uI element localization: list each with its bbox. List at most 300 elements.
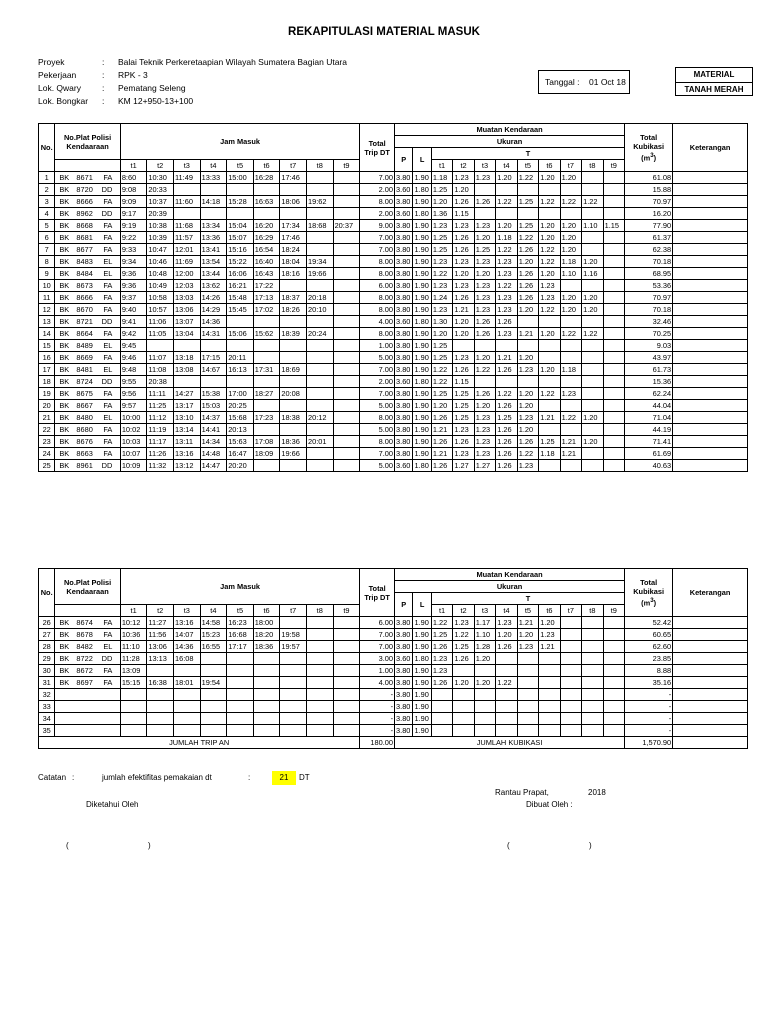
jam-cell: 9:41 [120, 316, 147, 328]
jam-cell: 11:57 [174, 232, 201, 244]
plat-suffix: DD [101, 184, 113, 194]
kubik-close: ) [653, 153, 657, 163]
jam-cell: 18:36 [253, 641, 280, 653]
jam-cell: 15:48 [227, 292, 254, 304]
jam-cell: 16:55 [200, 641, 227, 653]
tanggal-box [538, 70, 630, 94]
jam-cell: 11:56 [147, 629, 174, 641]
p-cell: 3.80 [395, 436, 413, 448]
ukuran-cell [603, 701, 625, 713]
jam-header-t3: t3 [174, 605, 201, 617]
p-cell: 3.80 [395, 280, 413, 292]
ukuran-cell: 1.23 [474, 256, 495, 268]
jam-cell [306, 184, 333, 196]
jam-cell [227, 665, 254, 677]
ukuran-cell [431, 725, 452, 737]
keterangan-cell [673, 316, 748, 328]
keterangan-cell [673, 208, 748, 220]
ukuran-cell: 1.20 [517, 400, 538, 412]
jam-cell: 11:10 [120, 641, 147, 653]
ukuran-cell: 1.23 [431, 665, 452, 677]
jam-cell: 17:00 [227, 388, 254, 400]
ukuran-cell [560, 689, 581, 701]
jam-header-t7: t7 [280, 605, 307, 617]
jam-header-t1: t1 [120, 605, 147, 617]
table-row [39, 641, 748, 653]
jam-cell [333, 412, 360, 424]
keterangan-cell [673, 376, 748, 388]
p-cell: 3.60 [395, 208, 413, 220]
plat-prefix: BK [59, 665, 70, 675]
jam-cell [333, 725, 360, 737]
ukuran-cell: 1.22 [431, 376, 452, 388]
jam-cell: 11:19 [147, 424, 174, 436]
ukuran-cell: 1.20 [560, 172, 581, 184]
jam-cell: 10:38 [147, 220, 174, 232]
jam-cell [333, 340, 360, 352]
year: 2018 [588, 788, 606, 797]
trip-cell: 8.00 [360, 256, 395, 268]
jam-cell: 16:63 [253, 196, 280, 208]
ukuran-cell [603, 641, 625, 653]
table-row [39, 713, 748, 725]
jam-cell [333, 268, 360, 280]
ukuran-cell [539, 653, 560, 665]
jam-cell [174, 665, 201, 677]
total-kubikasi-label: Total Kubikasi [633, 132, 665, 151]
jam-header-t9: t9 [333, 160, 360, 172]
jam-cell [227, 376, 254, 388]
l-cell: 1.90 [413, 232, 431, 244]
trip-cell: 5.00 [360, 352, 395, 364]
jam-cell: 20:10 [306, 304, 333, 316]
ukuran-cell: 1.21 [539, 641, 560, 653]
row-plat [55, 665, 120, 677]
header-no: No. [39, 124, 55, 172]
info-row-proyek [0, 57, 768, 68]
ukuran-cell: 1.10 [474, 629, 495, 641]
ukuran-cell: 1.26 [431, 677, 452, 689]
jam-cell: 10:03 [120, 436, 147, 448]
header-jam-masuk: Jam Masuk [120, 569, 359, 605]
row-no: 32 [39, 689, 55, 701]
kubikasi-cell: 52.42 [625, 617, 673, 629]
row-no: 8 [39, 256, 55, 268]
kubik-sup: 3 [650, 151, 654, 159]
jam-cell: 13:07 [174, 316, 201, 328]
ukuran-cell [603, 725, 625, 737]
ukuran-cell [560, 316, 581, 328]
jam-cell: 10:12 [120, 617, 147, 629]
tanggal-label: Tanggal : [545, 77, 580, 87]
jam-cell: 18:27 [253, 388, 280, 400]
jam-cell: 13:44 [200, 268, 227, 280]
jam-cell: 12:03 [174, 280, 201, 292]
ukuran-cell: 1.18 [496, 232, 517, 244]
ukuran-cell [539, 184, 560, 196]
row-plat [55, 436, 120, 448]
plat-prefix: BK [59, 400, 70, 410]
row-no: 1 [39, 172, 55, 184]
header-ukuran: Ukuran [395, 136, 625, 148]
jam-header-t1: t1 [120, 160, 147, 172]
l-cell: 1.90 [413, 268, 431, 280]
row-plat [55, 268, 120, 280]
jam-cell [200, 340, 227, 352]
jam-cell [306, 340, 333, 352]
ukuran-cell: 1.26 [517, 244, 538, 256]
jam-cell [306, 376, 333, 388]
trip-cell: 7.00 [360, 364, 395, 376]
ukuran-cell [474, 184, 495, 196]
ukuran-cell [582, 689, 603, 701]
table-row [39, 256, 748, 268]
table-row [39, 424, 748, 436]
jam-cell [147, 689, 174, 701]
jam-cell: 11:07 [147, 352, 174, 364]
table-row [39, 232, 748, 244]
ukuran-cell [517, 713, 538, 725]
ukuran-cell: 1.26 [453, 244, 474, 256]
jam-cell: 20:24 [306, 328, 333, 340]
table-row [39, 364, 748, 376]
p-cell: 3.80 [395, 268, 413, 280]
ukuran-cell: 1.23 [474, 448, 495, 460]
row-plat [55, 220, 120, 232]
jam-cell [227, 653, 254, 665]
info-row-lok-bongkar [0, 96, 768, 107]
plat-number: 8483 [76, 256, 93, 266]
row-plat [55, 713, 120, 725]
jam-cell: 20:20 [227, 460, 254, 472]
ukuran-cell [603, 316, 625, 328]
jam-cell [253, 184, 280, 196]
jam-cell: 13:18 [174, 352, 201, 364]
ukuran-cell: 1.22 [431, 617, 452, 629]
jam-cell: 9:40 [120, 304, 147, 316]
p-cell: 3.80 [395, 304, 413, 316]
ukuran-cell [560, 184, 581, 196]
row-no: 3 [39, 196, 55, 208]
jam-cell [306, 725, 333, 737]
jam-cell: 16:40 [253, 256, 280, 268]
jam-cell [280, 665, 307, 677]
plat-prefix: BK [59, 617, 70, 627]
jam-cell [227, 208, 254, 220]
info-colon: : [102, 96, 105, 106]
ukuran-cell: 1.22 [431, 268, 452, 280]
ukuran-cell: 1.26 [496, 641, 517, 653]
jam-cell: 17:23 [253, 412, 280, 424]
jam-cell: 20:08 [280, 388, 307, 400]
catatan-note: jumlah efektifitas pemakaian dt [102, 773, 212, 782]
jam-cell [253, 376, 280, 388]
info-colon: : [102, 70, 105, 80]
ukuran-cell: 1.25 [453, 641, 474, 653]
ukuran-cell [453, 701, 474, 713]
plat-prefix: BK [59, 436, 70, 446]
row-no: 20 [39, 400, 55, 412]
row-plat [55, 196, 120, 208]
jam-cell: 11:49 [174, 172, 201, 184]
ukuran-cell: 1.22 [582, 196, 603, 208]
table-row [39, 352, 748, 364]
ukuran-cell: 1.20 [474, 400, 495, 412]
jam-cell: 12:00 [174, 268, 201, 280]
row-plat [55, 292, 120, 304]
plat-number: 8668 [76, 220, 93, 230]
header-t: T [431, 148, 624, 160]
jam-cell: 18:04 [280, 256, 307, 268]
ukuran-cell: 1.26 [496, 460, 517, 472]
jam-cell [174, 184, 201, 196]
ukuran-cell: 1.20 [453, 184, 474, 196]
jam-cell: 19:62 [306, 196, 333, 208]
jam-cell: 11:05 [147, 328, 174, 340]
kubikasi-cell: 32.46 [625, 316, 673, 328]
row-plat [55, 256, 120, 268]
jam-cell: 17:08 [253, 436, 280, 448]
catatan-label: Catatan [38, 773, 67, 782]
jam-cell [253, 400, 280, 412]
ukuran-cell [582, 364, 603, 376]
jam-cell: 13:16 [174, 448, 201, 460]
jam-cell: 14:48 [200, 448, 227, 460]
row-no: 27 [39, 629, 55, 641]
jam-cell [227, 677, 254, 689]
signature-paren-open-right: ( [507, 841, 510, 850]
ukuran-cell [539, 352, 560, 364]
ukuran-cell [517, 376, 538, 388]
jam-cell: 15:07 [227, 232, 254, 244]
jam-cell: 16:23 [227, 617, 254, 629]
jam-cell [227, 689, 254, 701]
ukuran-cell [603, 436, 625, 448]
ukuran-cell [560, 460, 581, 472]
l-cell: 1.90 [413, 677, 431, 689]
l-cell: 1.90 [413, 713, 431, 725]
ukuran-cell: 1.25 [517, 196, 538, 208]
trip-cell: 8.00 [360, 412, 395, 424]
plat-prefix: BK [59, 364, 70, 374]
ukuran-cell: 1.20 [517, 629, 538, 641]
plat-prefix: BK [59, 677, 70, 687]
ukuran-cell [582, 448, 603, 460]
plat-number: 8482 [76, 641, 93, 651]
ukuran-cell [453, 340, 474, 352]
jam-cell [333, 677, 360, 689]
plat-number: 8676 [76, 436, 93, 446]
jam-cell: 19:57 [280, 641, 307, 653]
ukuran-cell: 1.20 [560, 232, 581, 244]
ukuran-cell: 1.20 [496, 220, 517, 232]
ukuran-cell [560, 208, 581, 220]
jam-header-t4: t4 [200, 605, 227, 617]
jam-cell: 17:02 [253, 304, 280, 316]
p-cell: 3.80 [395, 617, 413, 629]
ukuran-cell [539, 400, 560, 412]
jam-cell: 15:38 [200, 388, 227, 400]
jam-cell: 15:23 [200, 629, 227, 641]
ukuran-header-t1: t1 [431, 605, 452, 617]
ukuran-cell [603, 400, 625, 412]
signature-paren-close-right: ) [589, 841, 592, 850]
ukuran-cell [603, 196, 625, 208]
table-row [39, 208, 748, 220]
ukuran-cell: 1.26 [431, 436, 452, 448]
ukuran-cell: 1.23 [453, 280, 474, 292]
ukuran-cell [560, 280, 581, 292]
plat-number: 8962 [76, 208, 93, 218]
kubikasi-cell: 44.04 [625, 400, 673, 412]
jam-cell [333, 665, 360, 677]
material-box [675, 67, 753, 96]
ukuran-cell: 1.17 [474, 617, 495, 629]
row-plat [55, 328, 120, 340]
kubikasi-cell: 15.88 [625, 184, 673, 196]
keterangan-cell [673, 436, 748, 448]
plat-prefix: BK [59, 208, 70, 218]
ukuran-cell [582, 629, 603, 641]
header-plat: No.Plat Polisi Kendaaraan [55, 569, 120, 605]
ukuran-cell: 1.20 [496, 629, 517, 641]
jam-cell [333, 196, 360, 208]
keterangan-cell [673, 184, 748, 196]
jam-cell [253, 208, 280, 220]
row-no: 25 [39, 460, 55, 472]
jam-cell: 14:47 [200, 460, 227, 472]
ukuran-cell: 1.25 [453, 412, 474, 424]
trip-cell: 1.00 [360, 340, 395, 352]
trip-cell: - [360, 701, 395, 713]
ukuran-cell: 1.23 [431, 304, 452, 316]
jam-cell: 16:28 [253, 172, 280, 184]
jam-cell [333, 172, 360, 184]
jam-cell: 18:26 [280, 304, 307, 316]
ukuran-cell [560, 713, 581, 725]
ukuran-cell: 1.26 [453, 436, 474, 448]
ukuran-cell [603, 280, 625, 292]
plat-suffix: FA [103, 665, 113, 675]
jam-cell [147, 665, 174, 677]
jam-cell [306, 316, 333, 328]
ukuran-cell [603, 208, 625, 220]
ukuran-cell [474, 665, 495, 677]
jam-cell: 14:27 [174, 388, 201, 400]
ukuran-cell: 1.25 [431, 340, 452, 352]
jam-cell: 13:14 [174, 424, 201, 436]
ukuran-cell: 1.25 [431, 244, 452, 256]
ukuran-cell: 1.23 [496, 292, 517, 304]
jam-cell [333, 364, 360, 376]
ukuran-cell [560, 701, 581, 713]
row-no: 33 [39, 701, 55, 713]
ukuran-cell [517, 701, 538, 713]
ukuran-cell: 1.22 [453, 629, 474, 641]
ukuran-cell: 1.22 [496, 280, 517, 292]
jam-header-t5: t5 [227, 605, 254, 617]
ukuran-cell: 1.20 [560, 244, 581, 256]
kubikasi-cell: 53.36 [625, 280, 673, 292]
ukuran-cell [431, 701, 452, 713]
catatan-colon: : [72, 773, 75, 782]
table-row [39, 436, 748, 448]
ukuran-cell: 1.27 [474, 460, 495, 472]
row-no: 6 [39, 232, 55, 244]
plat-prefix: BK [59, 448, 70, 458]
ukuran-cell: 1.20 [517, 304, 538, 316]
ukuran-cell: 1.23 [517, 364, 538, 376]
l-cell: 1.90 [413, 196, 431, 208]
trip-cell: 8.00 [360, 196, 395, 208]
l-cell: 1.90 [413, 304, 431, 316]
keterangan-cell [673, 172, 748, 184]
info-label: Lok. Bongkar [38, 96, 89, 106]
header-keterangan: Keterangan [673, 569, 748, 617]
header-t: T [431, 593, 624, 605]
header-l: L [413, 593, 431, 617]
plat-number: 8722 [76, 653, 93, 663]
jam-cell: 18:39 [280, 328, 307, 340]
ukuran-cell: 1.22 [496, 677, 517, 689]
ukuran-cell [431, 689, 452, 701]
jam-header-t9: t9 [333, 605, 360, 617]
row-no: 19 [39, 388, 55, 400]
row-no: 26 [39, 617, 55, 629]
ukuran-cell: 1.23 [474, 172, 495, 184]
p-cell: 3.60 [395, 184, 413, 196]
jam-cell [253, 665, 280, 677]
plat-suffix: FA [103, 400, 113, 410]
trip-cell: 7.00 [360, 232, 395, 244]
p-cell: 3.80 [395, 701, 413, 713]
ukuran-cell: 1.26 [517, 280, 538, 292]
kubikasi-cell: - [625, 725, 673, 737]
p-cell: 3.80 [395, 364, 413, 376]
info-label: Proyek [38, 57, 65, 67]
kubikasi-cell: 61.37 [625, 232, 673, 244]
kubikasi-cell: 35.16 [625, 677, 673, 689]
jam-cell: 13:11 [174, 436, 201, 448]
ukuran-cell [539, 713, 560, 725]
jam-cell: 18:38 [280, 412, 307, 424]
l-cell: 1.90 [413, 617, 431, 629]
ukuran-cell: 1.23 [431, 256, 452, 268]
ukuran-cell: 1.26 [453, 653, 474, 665]
ukuran-cell: 1.20 [539, 364, 560, 376]
plat-prefix: BK [59, 268, 70, 278]
jam-cell: 19:58 [280, 629, 307, 641]
row-plat [55, 617, 120, 629]
jam-cell [280, 701, 307, 713]
jam-cell: 15:62 [253, 328, 280, 340]
jam-cell: 13:04 [174, 328, 201, 340]
plat-number: 8673 [76, 280, 93, 290]
trip-cell: 7.00 [360, 629, 395, 641]
keterangan-cell [673, 268, 748, 280]
kubikasi-cell: 68.95 [625, 268, 673, 280]
p-cell: 3.80 [395, 400, 413, 412]
jam-cell [280, 713, 307, 725]
row-plat [55, 641, 120, 653]
jam-cell: 13:41 [200, 244, 227, 256]
ukuran-cell: 1.23 [453, 448, 474, 460]
jam-cell: 14:36 [174, 641, 201, 653]
jam-cell: 18:09 [253, 448, 280, 460]
ukuran-cell [560, 641, 581, 653]
table-row [39, 220, 748, 232]
plat-number: 8480 [76, 412, 93, 422]
